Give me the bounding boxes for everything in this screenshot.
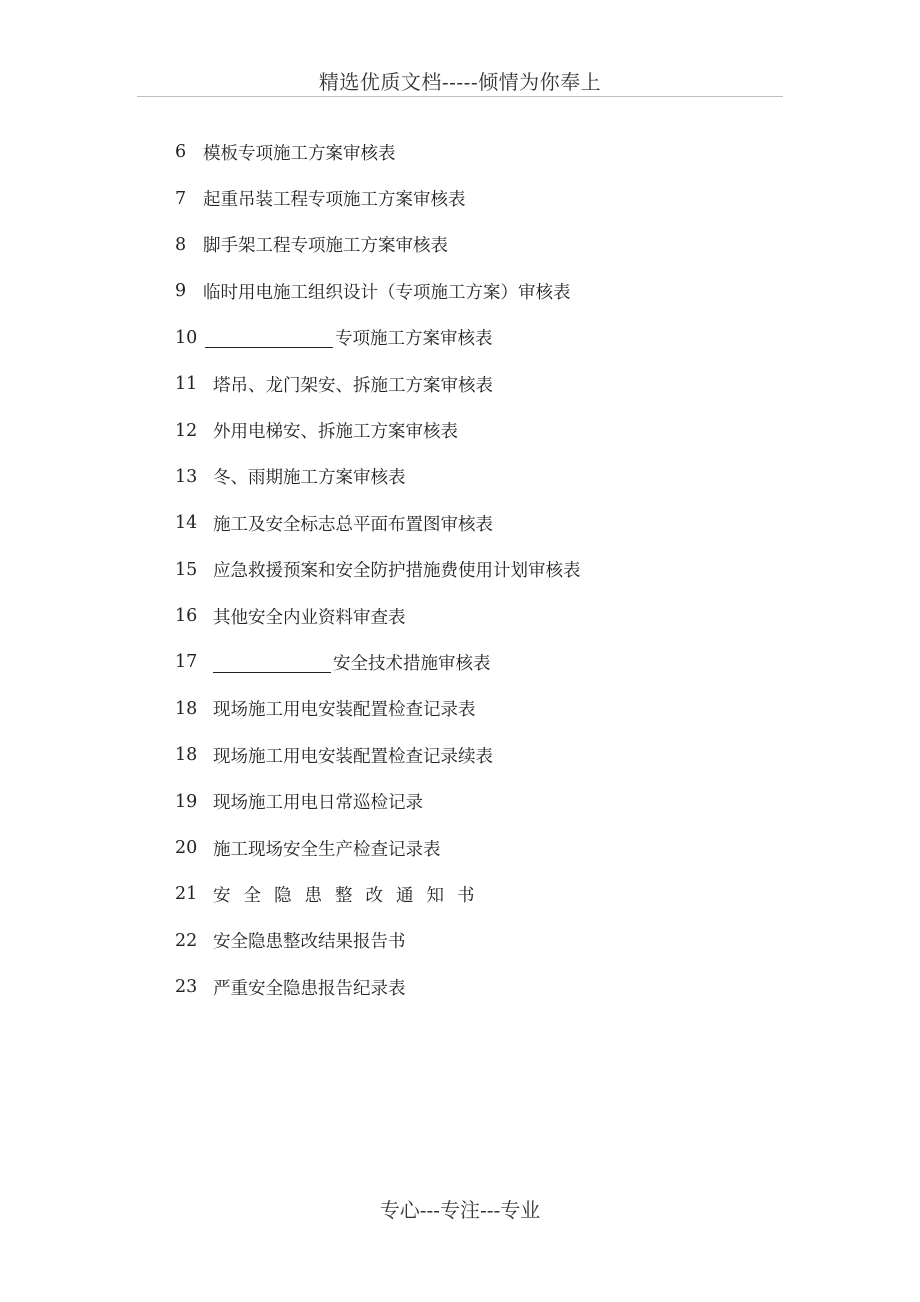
list-item [175, 547, 775, 593]
item-number: 6 [175, 142, 187, 163]
list-item [175, 964, 775, 1010]
list-item [175, 361, 775, 407]
item-title: 安全技术措施审核表 [333, 653, 491, 674]
list-item [175, 593, 775, 639]
item-title: 塔吊、龙门架安、拆施工方案审核表 [213, 375, 493, 396]
page-header: 精选优质文档-----倾情为你奉上 [318, 70, 602, 94]
item-title: 临时用电施工组织设计（专项施工方案）审核表 [203, 282, 571, 303]
item-number: 8 [175, 234, 187, 255]
item-number: 21 [175, 884, 198, 905]
page-footer: 专心---专注---专业 [379, 1198, 541, 1222]
item-number: 9 [175, 281, 187, 302]
list-item [175, 175, 775, 221]
list-item [175, 732, 775, 778]
list-item [175, 918, 775, 964]
item-number: 14 [175, 513, 198, 534]
item-number: 15 [175, 559, 198, 580]
item-number: 18 [175, 698, 198, 719]
list-item [175, 315, 775, 361]
list-item [175, 778, 775, 824]
item-number: 20 [175, 838, 198, 859]
item-title: 冬、雨期施工方案审核表 [213, 468, 406, 489]
list-item [175, 871, 775, 917]
item-title: 现场施工用电安装配置检查记录续表 [213, 746, 493, 767]
item-title: 起重吊装工程专项施工方案审核表 [203, 190, 466, 211]
list-item [175, 825, 775, 871]
item-number: 13 [175, 466, 198, 487]
list-item [175, 268, 775, 314]
list-item [175, 129, 775, 175]
item-number: 19 [175, 791, 198, 812]
item-number: 10 [175, 327, 198, 348]
item-title: 模板专项施工方案审核表 [203, 143, 396, 164]
header-divider [137, 96, 783, 97]
fill-in-blank [213, 652, 331, 673]
item-number: 16 [175, 606, 198, 627]
item-number: 18 [175, 745, 198, 766]
item-title: 应急救援预案和安全防护措施费使用计划审核表 [213, 561, 581, 582]
item-number: 11 [175, 374, 198, 395]
item-title: 安全隐患整改结果报告书 [213, 932, 406, 953]
item-title: 专项施工方案审核表 [335, 329, 493, 350]
item-title: 脚手架工程专项施工方案审核表 [203, 236, 448, 257]
list-item [175, 407, 775, 453]
item-title: 现场施工用电日常巡检记录 [213, 793, 423, 814]
form-list [175, 129, 775, 1010]
item-title: 严重安全隐患报告纪录表 [213, 978, 406, 999]
list-item [175, 686, 775, 732]
item-title: 现场施工用电安装配置检查记录表 [213, 700, 476, 721]
list-item [175, 639, 775, 685]
item-number: 17 [175, 652, 198, 673]
item-number: 12 [175, 420, 198, 441]
item-title: 施工现场安全生产检查记录表 [213, 839, 441, 860]
list-item [175, 222, 775, 268]
fill-in-blank [205, 327, 333, 348]
item-title: 施工及安全标志总平面布置图审核表 [213, 514, 493, 535]
item-title: 安全隐患整改通知书 [213, 885, 488, 906]
list-item [175, 500, 775, 546]
list-item [175, 454, 775, 500]
item-title: 其他安全内业资料审查表 [213, 607, 406, 628]
item-number: 7 [175, 188, 187, 209]
item-number: 23 [175, 977, 198, 998]
item-title: 外用电梯安、拆施工方案审核表 [213, 422, 458, 443]
item-number: 22 [175, 930, 198, 951]
